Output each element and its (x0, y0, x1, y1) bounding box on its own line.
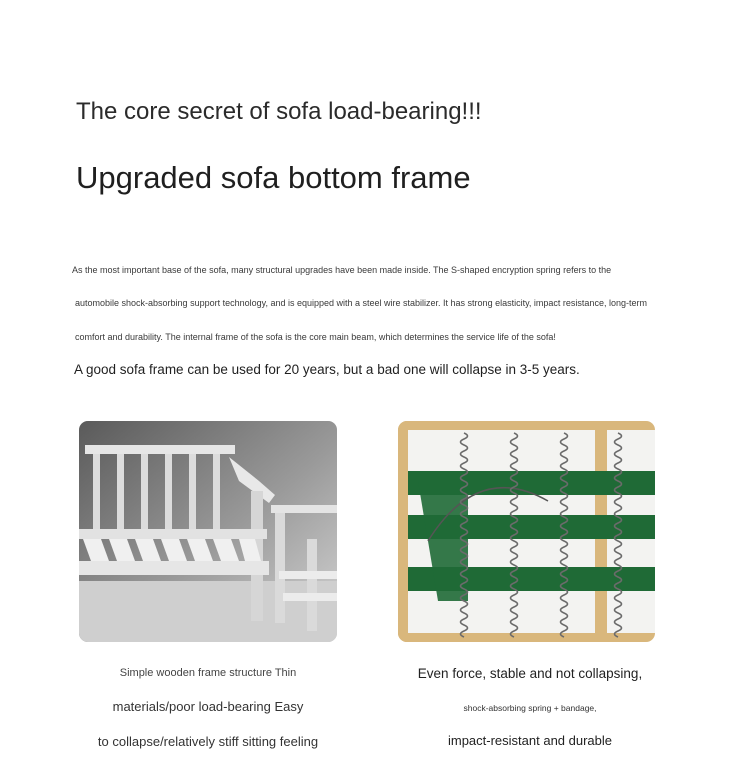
left-caption-line: Simple wooden frame structure Thin (119, 667, 297, 679)
wooden-frame-illustration (79, 421, 337, 642)
description-line: As the most important base of the sofa, many structural upgrades have been made inside. The S-shaped encryption spring refers to the (72, 265, 612, 275)
description-line: automobile shock-absorbing support technology, and is equipped with a steel wire stabilizer. It has strong elasticity, impact resistance, long-term (75, 298, 647, 308)
summary-text: A good sofa frame can be used for 20 years, but a bad one will collapse in 3-5 years. (74, 362, 580, 377)
description-line: comfort and durability. The internal frame of the sofa is the core main beam, which determines the service life of the sofa! (75, 332, 556, 342)
headline-primary: The core secret of sofa load-bearing!!! (76, 98, 482, 125)
wooden-frame-photo (79, 421, 337, 642)
left-caption-line: to collapse/relatively stiff sitting feeling (97, 734, 319, 749)
right-caption-line: shock-absorbing spring + bandage, (463, 703, 597, 713)
left-caption-line: materials/poor load-bearing Easy (112, 699, 304, 714)
headline-secondary: Upgraded sofa bottom frame (76, 160, 471, 195)
spring-frame-photo (398, 421, 655, 642)
right-caption-line: Even force, stable and not collapsing, (417, 666, 643, 681)
right-caption-line: impact-resistant and durable (447, 733, 613, 748)
spring-frame-illustration (398, 421, 655, 642)
